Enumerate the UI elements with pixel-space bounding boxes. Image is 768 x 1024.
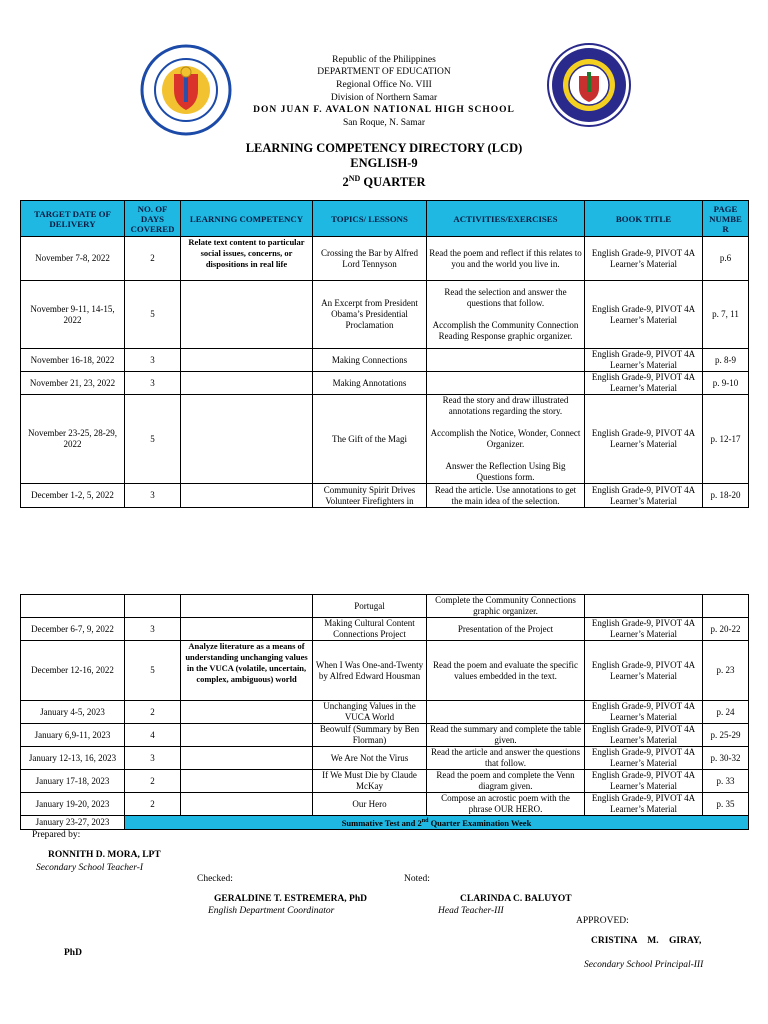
header-division: Division of Northern Samar bbox=[330, 93, 438, 103]
page-cell: p. 33 bbox=[703, 770, 749, 793]
topic-cell: Crossing the Bar by Alfred Lord Tennyson bbox=[313, 237, 427, 281]
page-cell: p. 18-20 bbox=[703, 484, 749, 508]
topic-cell: Portugal bbox=[313, 595, 427, 618]
summative-cell: Summative Test and 2nd Quarter Examination Week bbox=[125, 816, 749, 830]
col-header-topics: TOPICS/ LESSONS bbox=[313, 201, 427, 237]
activity-cell: Read the poem and reflect if this relates to you and the world you live in. bbox=[427, 237, 585, 281]
topic-cell: When I Was One-and-Twenty by Alfred Edward Housman bbox=[313, 641, 427, 701]
header-school-name: DON JUAN F. AVALON NATIONAL HIGH SCHOOL bbox=[253, 105, 515, 115]
days-cell: 4 bbox=[125, 724, 181, 747]
table-row bbox=[21, 372, 749, 395]
competency-cell bbox=[181, 372, 313, 395]
noted-label: Noted: bbox=[404, 874, 430, 884]
topic-cell: The Gift of the Magi bbox=[313, 395, 427, 484]
days-cell: 2 bbox=[125, 770, 181, 793]
col-header-page-number: PAGE NUMBE R bbox=[703, 201, 749, 237]
activity-cell: Read the article and answer the questions that follow. bbox=[427, 747, 585, 770]
target-date-cell: December 6-7, 9, 2022 bbox=[21, 618, 125, 641]
book-title-cell: English Grade-9, PIVOT 4A Learner’s Material bbox=[585, 747, 703, 770]
approved-by-title: Secondary School Principal-III bbox=[584, 960, 704, 970]
book-title-cell: English Grade-9, PIVOT 4A Learner’s Material bbox=[585, 395, 703, 484]
target-date-cell: January 23-27, 2023 bbox=[21, 816, 125, 830]
topic-cell: We Are Not the Virus bbox=[313, 747, 427, 770]
page-cell: p. 23 bbox=[703, 641, 749, 701]
page-cell: p. 20-22 bbox=[703, 618, 749, 641]
target-date-cell: November 7-8, 2022 bbox=[21, 237, 125, 281]
page-cell bbox=[703, 595, 749, 618]
activity-cell bbox=[427, 372, 585, 395]
col-header-activities: ACTIVITIES/EXERCISES bbox=[427, 201, 585, 237]
approved-by-name: CRISTINA M. GIRAY, bbox=[591, 936, 702, 946]
page-cell: p. 24 bbox=[703, 701, 749, 724]
days-cell: 3 bbox=[125, 349, 181, 372]
book-title-cell: English Grade-9, PIVOT 4A Learner’s Material bbox=[585, 281, 703, 349]
book-title-cell: English Grade-9, PIVOT 4A Learner’s Material bbox=[585, 484, 703, 508]
table-row bbox=[21, 701, 749, 724]
target-date-cell: November 9-11, 14-15, 2022 bbox=[21, 281, 125, 349]
book-title-cell: English Grade-9, PIVOT 4A Learner’s Material bbox=[585, 618, 703, 641]
target-date-cell: December 1-2, 5, 2022 bbox=[21, 484, 125, 508]
prepared-by-label: Prepared by: bbox=[32, 830, 81, 840]
competency-cell bbox=[181, 618, 313, 641]
topic-cell: An Excerpt from President Obama’s Presidential Proclamation bbox=[313, 281, 427, 349]
competency-cell bbox=[181, 770, 313, 793]
summative-row bbox=[21, 816, 749, 830]
prepared-by-title: Secondary School Teacher-I bbox=[36, 863, 144, 873]
competency-cell bbox=[181, 281, 313, 349]
page-cell: p. 7, 11 bbox=[703, 281, 749, 349]
days-cell: 2 bbox=[125, 701, 181, 724]
topic-cell: Our Hero bbox=[313, 793, 427, 816]
target-date-cell: November 16-18, 2022 bbox=[21, 349, 125, 372]
topic-cell: Making Cultural Content Connections Project bbox=[313, 618, 427, 641]
competency-table-2 bbox=[20, 594, 749, 830]
competency-cell bbox=[181, 484, 313, 508]
table-row bbox=[21, 793, 749, 816]
activity-cell: Read the poem and evaluate the specific values embedded in the text. bbox=[427, 641, 585, 701]
table-row bbox=[21, 641, 749, 701]
days-cell: 2 bbox=[125, 237, 181, 281]
approved-by-suffix: PhD bbox=[64, 948, 82, 958]
col-header-days: NO. OF DAYS COVERED bbox=[125, 201, 181, 237]
competency-cell bbox=[181, 349, 313, 372]
table-row bbox=[21, 349, 749, 372]
book-title-cell bbox=[585, 595, 703, 618]
days-cell: 3 bbox=[125, 372, 181, 395]
target-date-cell: January 6,9-11, 2023 bbox=[21, 724, 125, 747]
topic-cell: Community Spirit Drives Volunteer Firefighters in bbox=[313, 484, 427, 508]
page-cell: p. 9-10 bbox=[703, 372, 749, 395]
book-title-cell: English Grade-9, PIVOT 4A Learner’s Material bbox=[585, 701, 703, 724]
activity-cell: Read the article. Use annotations to get the main idea of the selection. bbox=[427, 484, 585, 508]
noted-by-title: Head Teacher-III bbox=[438, 906, 504, 916]
competency-cell bbox=[181, 724, 313, 747]
target-date-cell bbox=[21, 595, 125, 618]
table-row bbox=[21, 484, 749, 508]
competency-cell bbox=[181, 701, 313, 724]
target-date-cell: November 23-25, 28-29, 2022 bbox=[21, 395, 125, 484]
table-row bbox=[21, 770, 749, 793]
activity-cell: Presentation of the Project bbox=[427, 618, 585, 641]
days-cell: 3 bbox=[125, 484, 181, 508]
target-date-cell: December 12-16, 2022 bbox=[21, 641, 125, 701]
target-date-cell: January 19-20, 2023 bbox=[21, 793, 125, 816]
activity-cell: Read the selection and answer the questions that follow. Accomplish the Community Connection Reading Response graphic organizer. bbox=[427, 281, 585, 349]
topic-cell: If We Must Die by Claude McKay bbox=[313, 770, 427, 793]
days-cell: 5 bbox=[125, 641, 181, 701]
days-cell: 3 bbox=[125, 618, 181, 641]
competency-cell bbox=[181, 747, 313, 770]
col-header-book-title: BOOK TITLE bbox=[585, 201, 703, 237]
target-date-cell: January 12-13, 16, 2023 bbox=[21, 747, 125, 770]
target-date-cell: January 4-5, 2023 bbox=[21, 701, 125, 724]
activity-cell: Read the story and draw illustrated annotations regarding the story. Accomplish the Notice, Wonder, Connect Organizer. Answer the Reflection Using Big Questions form. bbox=[427, 395, 585, 484]
topic-cell: Making Annotations bbox=[313, 372, 427, 395]
topic-cell: Making Connections bbox=[313, 349, 427, 372]
days-cell: 2 bbox=[125, 793, 181, 816]
checked-by-name: GERALDINE T. ESTREMERA, PhD bbox=[214, 894, 367, 904]
checked-label: Checked: bbox=[197, 874, 233, 884]
col-header-target-date: TARGET DATE OF DELIVERY bbox=[21, 201, 125, 237]
table-row bbox=[21, 281, 749, 349]
table-row bbox=[21, 595, 749, 618]
competency-table-1 bbox=[20, 200, 749, 508]
approved-label: APPROVED: bbox=[576, 916, 629, 926]
col-header-competency: LEARNING COMPETENCY bbox=[181, 201, 313, 237]
competency-cell bbox=[181, 595, 313, 618]
book-title-cell: English Grade-9, PIVOT 4A Learner’s Material bbox=[585, 349, 703, 372]
activity-cell bbox=[427, 701, 585, 724]
noted-by-name: CLARINDA C. BALUYOT bbox=[460, 894, 572, 904]
table-row bbox=[21, 724, 749, 747]
activity-cell: Read the summary and complete the table given. bbox=[427, 724, 585, 747]
competency-cell bbox=[181, 793, 313, 816]
doc-subject: ENGLISH-9 bbox=[350, 156, 418, 170]
competency-cell: Relate text content to particular social issues, concerns, or dispositions in real life bbox=[181, 237, 313, 281]
table-row bbox=[21, 618, 749, 641]
days-cell: 5 bbox=[125, 281, 181, 349]
doc-title: LEARNING COMPETENCY DIRECTORY (LCD) bbox=[245, 141, 523, 155]
book-title-cell: English Grade-9, PIVOT 4A Learner’s Material bbox=[585, 237, 703, 281]
competency-cell bbox=[181, 395, 313, 484]
target-date-cell: January 17-18, 2023 bbox=[21, 770, 125, 793]
activity-cell bbox=[427, 349, 585, 372]
competency-cell: Analyze literature as a means of understanding unchanging values in the VUCA (volatile, uncertain, complex, ambiguous) world bbox=[181, 641, 313, 701]
header-republic: Republic of the Philippines bbox=[332, 55, 436, 65]
table-row bbox=[21, 747, 749, 770]
page-cell: p. 35 bbox=[703, 793, 749, 816]
table-row bbox=[21, 395, 749, 484]
page-cell: p. 8-9 bbox=[703, 349, 749, 372]
checked-by-title: English Department Coordinator bbox=[208, 906, 335, 916]
activity-cell: Compose an acrostic poem with the phrase OUR HERO. bbox=[427, 793, 585, 816]
prepared-by-name: RONNITH D. MORA, LPT bbox=[48, 850, 161, 860]
activity-cell: Complete the Community Connections graphic organizer. bbox=[427, 595, 585, 618]
page-cell: p. 30-32 bbox=[703, 747, 749, 770]
page-cell: p. 12-17 bbox=[703, 395, 749, 484]
book-title-cell: English Grade-9, PIVOT 4A Learner’s Material bbox=[585, 724, 703, 747]
activity-cell: Read the poem and complete the Venn diagram given. bbox=[427, 770, 585, 793]
book-title-cell: English Grade-9, PIVOT 4A Learner’s Material bbox=[585, 770, 703, 793]
topic-cell: Beowulf (Summary by Ben Florman) bbox=[313, 724, 427, 747]
doc-quarter: 2ND QUARTER bbox=[342, 174, 426, 190]
book-title-cell: English Grade-9, PIVOT 4A Learner’s Material bbox=[585, 372, 703, 395]
header-department: DEPARTMENT OF EDUCATION bbox=[317, 67, 451, 77]
page-cell: p. 25-29 bbox=[703, 724, 749, 747]
topic-cell: Unchanging Values in the VUCA World bbox=[313, 701, 427, 724]
header-address: San Roque, N. Samar bbox=[342, 118, 426, 128]
book-title-cell: English Grade-9, PIVOT 4A Learner’s Material bbox=[585, 793, 703, 816]
days-cell: 3 bbox=[125, 747, 181, 770]
book-title-cell: English Grade-9, PIVOT 4A Learner’s Material bbox=[585, 641, 703, 701]
target-date-cell: November 21, 23, 2022 bbox=[21, 372, 125, 395]
days-cell: 5 bbox=[125, 395, 181, 484]
header-region: Regional Office No. VIII bbox=[336, 80, 432, 90]
table-row bbox=[21, 237, 749, 281]
page-cell: p.6 bbox=[703, 237, 749, 281]
days-cell bbox=[125, 595, 181, 618]
